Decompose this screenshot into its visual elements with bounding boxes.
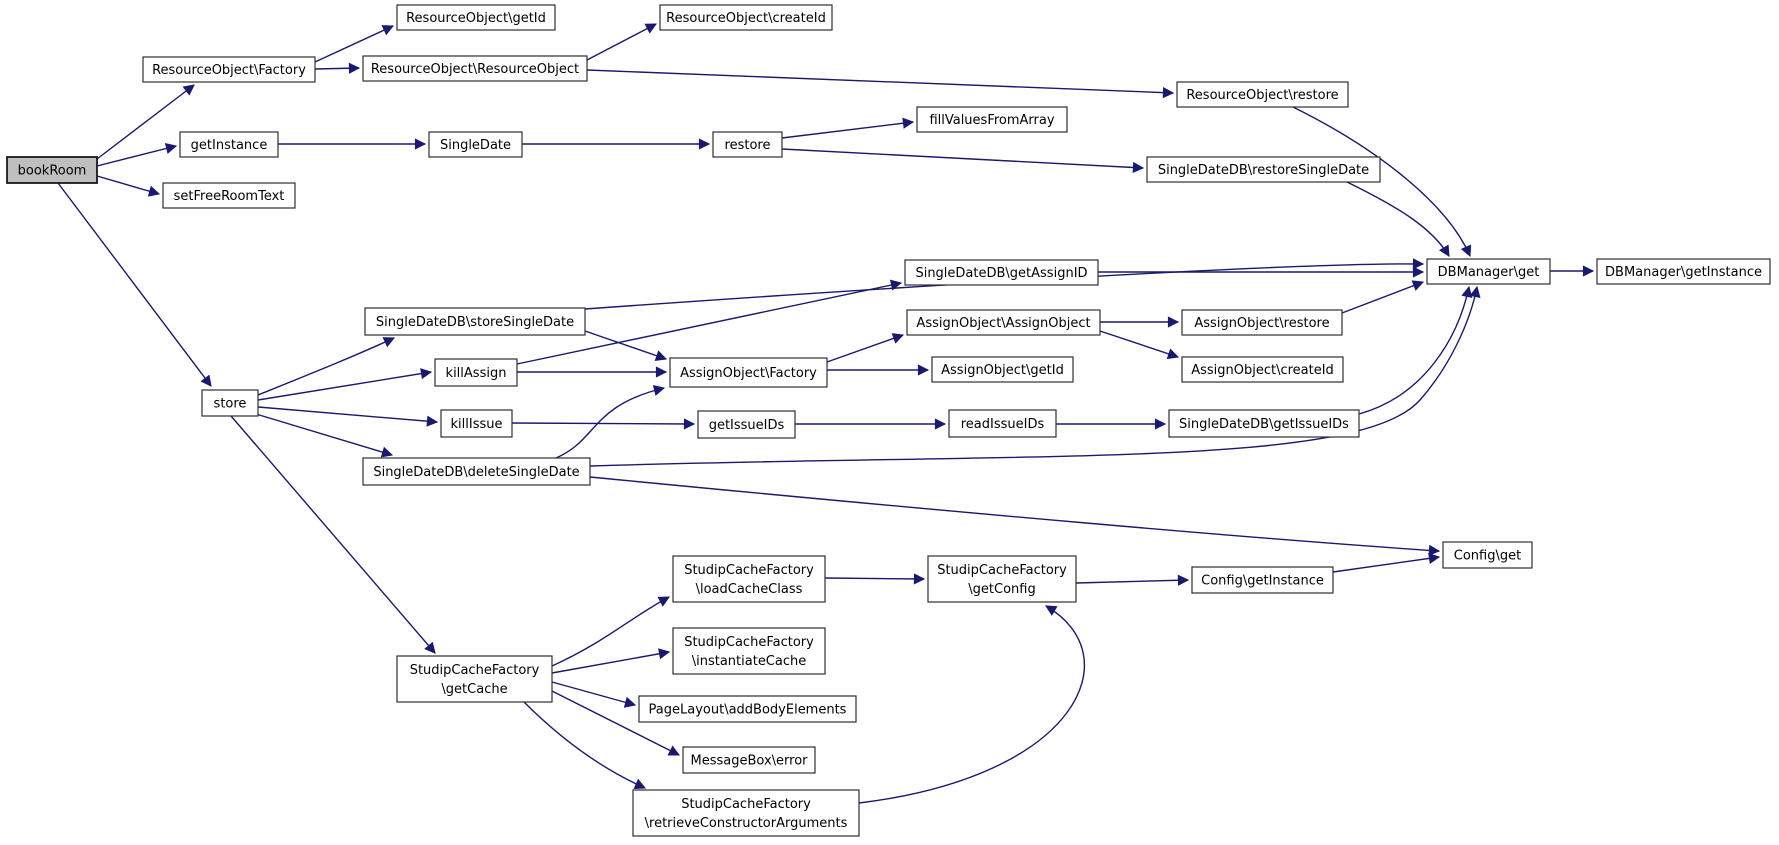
edge-studipcachefactory-get-cache--studipcachefactory-instantiate-cache [552, 652, 669, 673]
edge-studipcachefactory-get-cache--studipcachefactory-retrieve-constructor-arguments [524, 702, 645, 788]
node-single-date[interactable] [429, 132, 522, 157]
node-label-resourceobject-factory: ResourceObject\Factory [152, 63, 306, 78]
node-set-free-room-text[interactable] [163, 183, 295, 208]
nodes-layer [7, 5, 1770, 836]
node-label-get-issue-ids: getIssueIDs [708, 418, 785, 433]
edge-resourceobject-resourceobject--resourceobject-createid [587, 24, 656, 60]
node-studipcachefactory-get-cache[interactable] [397, 656, 552, 702]
edges-layer [58, 24, 1593, 803]
edge-config-getinstance--config-get [1333, 557, 1439, 572]
edge-resourceobject-factory--resourceobject-resourceobject [315, 68, 359, 69]
edge-studipcachefactory-get-config--config-getinstance [1076, 580, 1188, 583]
edge-store--kill-issue [258, 407, 437, 422]
node-label-read-issue-ids: readIssueIDs [960, 417, 1045, 432]
node-label-kill-assign: killAssign [445, 366, 507, 381]
edge-book-room--store [58, 183, 211, 386]
node-assignobject-restore[interactable] [1182, 310, 1342, 335]
node-label-singledatedb-get-issue-ids: SingleDateDB\getIssueIDs [1179, 417, 1349, 432]
node-read-issue-ids[interactable] [949, 410, 1056, 437]
node-config-getinstance[interactable] [1192, 567, 1333, 593]
node-label-studipcachefactory-get-cache: StudipCacheFactory \getCache [409, 663, 540, 697]
edge-store--studipcachefactory-get-cache [231, 416, 435, 653]
node-resourceobject-createid[interactable] [660, 5, 832, 30]
node-book-room[interactable] [7, 157, 97, 183]
node-label-config-get: Config\get [1453, 548, 1522, 564]
node-label-assignobject-getid: AssignObject\getId [941, 363, 1064, 378]
edge-studipcachefactory-retrieve-constructor-arguments--studipcachefactory-get-config [859, 606, 1084, 803]
node-dbmanager-getinstance[interactable] [1597, 259, 1770, 284]
node-singledatedb-delete-single-date[interactable] [363, 458, 590, 485]
node-label-messagebox-error: MessageBox\error [690, 753, 808, 769]
edge-kill-issue--get-issue-ids [512, 423, 694, 424]
node-resourceobject-restore[interactable] [1177, 82, 1348, 107]
edge-singledatedb-delete-single-date--config-get [590, 477, 1439, 551]
edge-singledatedb-restore-single-date--dbmanager-get [1347, 182, 1449, 256]
edge-book-room--get-instance [97, 146, 176, 166]
node-kill-issue[interactable] [441, 410, 512, 437]
node-resourceobject-factory[interactable] [143, 57, 315, 82]
node-singledatedb-store-single-date[interactable] [365, 308, 585, 335]
node-label-studipcachefactory-retrieve-constructor-arguments: StudipCacheFactory \retrieveConstructorArguments [644, 797, 848, 831]
node-label-studipcachefactory-instantiate-cache: StudipCacheFactory \instantiateCache [684, 635, 814, 669]
node-label-singledatedb-store-single-date: SingleDateDB\storeSingleDate [375, 315, 575, 330]
node-assignobject-createid[interactable] [1182, 357, 1343, 382]
node-label-pagelayout-add-body-elements: PageLayout\addBodyElements [648, 702, 847, 718]
node-label-assignobject-assignobject: AssignObject\AssignObject [916, 316, 1091, 331]
edge-restore--singledatedb-restore-single-date [782, 149, 1143, 168]
node-studipcachefactory-retrieve-constructor-arguments[interactable] [633, 790, 859, 836]
node-label-single-date: SingleDate [439, 138, 512, 153]
node-assignobject-factory[interactable] [670, 358, 827, 387]
node-kill-assign[interactable] [435, 359, 517, 386]
edge-book-room--set-free-room-text [97, 176, 159, 194]
node-label-resourceobject-getid: ResourceObject\getId [406, 11, 546, 26]
node-label-restore: restore [724, 138, 771, 153]
node-get-instance[interactable] [180, 132, 278, 157]
node-resourceobject-getid[interactable] [397, 5, 555, 30]
node-assignobject-getid[interactable] [932, 357, 1073, 382]
node-label-store: store [213, 396, 247, 412]
edge-assignobject-restore--dbmanager-get [1342, 282, 1423, 313]
node-label-dbmanager-get: DBManager\get [1437, 265, 1540, 280]
edge-assignobject-assignobject--assignobject-createid [1100, 331, 1178, 357]
edge-store--singledatedb-store-single-date [258, 338, 394, 395]
node-label-book-room: bookRoom [17, 163, 87, 179]
node-resourceobject-resourceobject[interactable] [363, 56, 587, 81]
edge-restore--fill-values-from-array [782, 122, 913, 138]
edge-assignobject-factory--assignobject-assignobject [827, 335, 903, 362]
node-label-singledatedb-get-assign-id: SingleDateDB\getAssignID [915, 266, 1088, 281]
node-studipcachefactory-instantiate-cache[interactable] [673, 628, 825, 674]
node-store[interactable] [202, 390, 258, 416]
edge-studipcachefactory-get-cache--pagelayout-add-body-elements [552, 682, 635, 705]
node-label-config-getinstance: Config\getInstance [1201, 573, 1324, 589]
node-assignobject-assignobject[interactable] [907, 310, 1100, 335]
node-label-studipcachefactory-get-config: StudipCacheFactory \getConfig [937, 563, 1067, 597]
node-restore[interactable] [713, 132, 782, 157]
node-singledatedb-get-issue-ids[interactable] [1169, 410, 1359, 437]
edge-singledatedb-get-issue-ids--dbmanager-get [1359, 287, 1469, 414]
node-singledatedb-get-assign-id[interactable] [905, 260, 1098, 285]
node-messagebox-error[interactable] [683, 747, 815, 773]
node-label-get-instance: getInstance [190, 138, 268, 153]
node-label-assignobject-createid: AssignObject\createId [1191, 363, 1334, 378]
node-label-set-free-room-text: setFreeRoomText [173, 189, 285, 204]
node-singledatedb-restore-single-date[interactable] [1147, 157, 1380, 182]
node-label-studipcachefactory-load-cache-class: StudipCacheFactory \loadCacheClass [684, 563, 814, 597]
node-label-fill-values-from-array: fillValuesFromArray [929, 113, 1055, 128]
edge-store--singledatedb-delete-single-date [256, 414, 392, 455]
node-dbmanager-get[interactable] [1427, 259, 1550, 284]
node-studipcachefactory-load-cache-class[interactable] [673, 556, 825, 602]
node-label-singledatedb-delete-single-date: SingleDateDB\deleteSingleDate [373, 465, 580, 480]
edge-studipcachefactory-load-cache-class--studipcachefactory-get-config [825, 578, 924, 579]
node-fill-values-from-array[interactable] [917, 107, 1067, 132]
node-studipcachefactory-get-config[interactable] [928, 556, 1076, 602]
node-label-resourceobject-restore: ResourceObject\restore [1186, 88, 1339, 103]
node-pagelayout-add-body-elements[interactable] [639, 696, 856, 722]
node-label-resourceobject-resourceobject: ResourceObject\ResourceObject [370, 62, 580, 77]
node-label-singledatedb-restore-single-date: SingleDateDB\restoreSingleDate [1157, 163, 1370, 178]
node-config-get[interactable] [1443, 542, 1532, 568]
edge-store--kill-assign [258, 372, 431, 400]
node-label-assignobject-factory: AssignObject\Factory [680, 366, 817, 381]
node-label-resourceobject-createid: ResourceObject\createId [666, 11, 826, 26]
node-label-kill-issue: killIssue [450, 417, 503, 432]
edge-resourceobject-resourceobject--resourceobject-restore [587, 70, 1173, 93]
node-label-dbmanager-getinstance: DBManager\getInstance [1605, 265, 1762, 280]
node-get-issue-ids[interactable] [698, 411, 795, 438]
node-label-assignobject-restore: AssignObject\restore [1194, 316, 1330, 331]
